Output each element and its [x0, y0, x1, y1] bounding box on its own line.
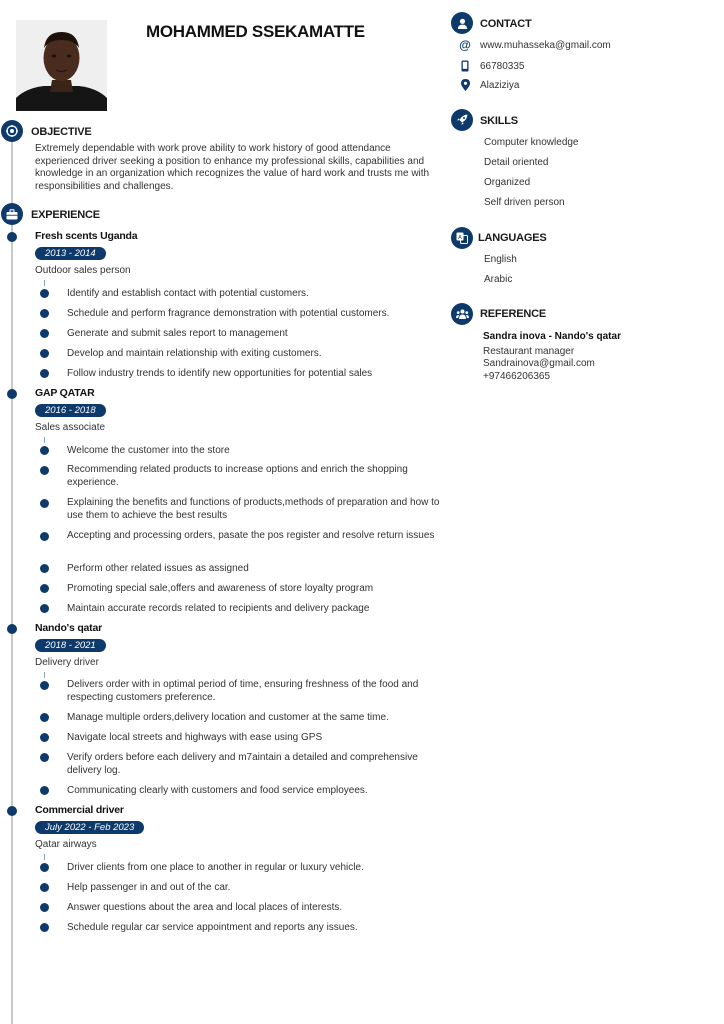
skills-heading: SKILLS [480, 115, 518, 127]
contact-location: Alaziziya [480, 79, 520, 91]
bullet-connector [44, 854, 45, 860]
skill-item: Computer knowledge [484, 137, 579, 148]
job-bullet: Verify orders before each delivery and m7aintain a detailed and comprehensive delivery log. [67, 752, 418, 776]
job-company: Fresh scents Uganda [35, 230, 138, 242]
bullet-dot [40, 349, 49, 358]
phone-icon [458, 59, 472, 73]
job-bullet: Answer questions about the area and local places of interests. [67, 902, 343, 913]
bullet-dot [40, 446, 49, 455]
job-bullet: Maintain accurate records related to recipients and delivery package [67, 603, 370, 614]
bullet-dot [40, 309, 49, 318]
bullet-dot [40, 681, 49, 690]
job-bullet: Delivers order with in optimal period of time, ensuring freshness of the food and respecting customers preference. [67, 679, 419, 703]
bullet-dot [40, 863, 49, 872]
rocket-icon [451, 109, 473, 131]
job-dates: 2018 - 2021 [35, 639, 106, 652]
bullet-dot [40, 923, 49, 932]
candidate-name: MOHAMMED SSEKAMATTE [146, 22, 365, 41]
job-dates: 2013 - 2014 [35, 247, 106, 260]
bullet-dot [40, 604, 49, 613]
job-role: Delivery driver [35, 657, 99, 668]
contact-email-row [458, 38, 611, 52]
job-dates: 2016 - 2018 [35, 404, 106, 417]
job-bullet: Explaining the benefits and functions of products,methods of preparation and how to use them to achieve the best results [67, 497, 440, 521]
languages-heading: LANGUAGES [478, 232, 547, 244]
briefcase-icon [1, 203, 23, 225]
bullet-connector [44, 280, 45, 286]
bullet-dot [40, 532, 49, 541]
job-bullet: Schedule and perform fragrance demonstration with potential customers. [67, 308, 390, 319]
objective-text: Extremely dependable with work prove ability to work history of good attendance experienced driver seeking a position to enhance my professional skills, capabilities and knowledge in an organization which recognizes the value of hard work and trusts me with responsibilities and challenges. [35, 143, 430, 192]
reference-phone: +97466206365 [483, 371, 551, 382]
svg-text:A: A [458, 235, 462, 241]
job-timeline-dot [7, 232, 17, 242]
bullet-dot [40, 289, 49, 298]
experience-heading: EXPERIENCE [31, 209, 100, 221]
bullet-dot [40, 329, 49, 338]
reference-name: Sandra inova - Nando's qatar [483, 331, 621, 342]
profile-photo [16, 20, 107, 111]
job-bullet: Schedule regular car service appointment and reports any issues. [67, 922, 358, 933]
contact-email: www.muhasseka@gmail.com [480, 39, 611, 51]
at-icon: @ [459, 38, 471, 52]
job-bullet: Follow industry trends to identify new opportunities for potential sales [67, 368, 373, 379]
job-company: Nando's qatar [35, 622, 102, 634]
job-role: Outdoor sales person [35, 265, 131, 276]
bullet-dot [40, 466, 49, 475]
reference-position: Restaurant manager [483, 346, 575, 357]
contact-location-row [458, 78, 519, 92]
job-bullet: Recommending related products to increase options and enrich the shopping experience. [67, 464, 408, 488]
job-bullet: Communicating clearly with customers and food service employees. [67, 785, 368, 796]
reference-email: Sandrainova@gmail.com [483, 358, 595, 369]
bullet-dot [40, 883, 49, 892]
contact-phone-row [458, 59, 525, 73]
bullet-connector [44, 437, 45, 443]
person-icon [451, 12, 473, 34]
contact-phone: 66780335 [480, 60, 525, 72]
job-bullet: Help passenger in and out of the car. [67, 882, 231, 893]
job-bullet: Manage multiple orders,delivery location and customer at the same time. [67, 712, 389, 723]
objective-heading: OBJECTIVE [31, 126, 92, 138]
skill-item: Organized [484, 177, 531, 188]
job-bullet: Accepting and processing orders, pasate the pos register and resolve return issues [67, 530, 435, 541]
job-bullet: Promoting special sale,offers and awareness of store loyalty program [67, 583, 374, 594]
job-bullet: Perform other related issues as assigned [67, 563, 249, 574]
bullet-dot [40, 903, 49, 912]
bullet-connector [44, 672, 45, 678]
language-item: English [484, 254, 517, 265]
job-bullet: Develop and maintain relationship with exiting customers. [67, 348, 322, 359]
job-timeline-dot [7, 389, 17, 399]
contact-heading: CONTACT [480, 18, 532, 30]
job-bullet: Welcome the customer into the store [67, 445, 230, 456]
bullet-dot [40, 564, 49, 573]
bullet-dot [40, 753, 49, 762]
job-timeline-dot [7, 624, 17, 634]
target-icon [1, 120, 23, 142]
bullet-dot [40, 713, 49, 722]
skill-item: Self driven person [484, 197, 565, 208]
job-role: Sales associate [35, 422, 106, 433]
people-icon [451, 303, 473, 325]
translate-icon [451, 227, 473, 249]
bullet-dot [40, 786, 49, 795]
job-bullet: Generate and submit sales report to management [67, 328, 288, 339]
timeline-line [11, 140, 13, 1024]
location-pin-icon [458, 78, 472, 92]
bullet-dot [40, 499, 49, 508]
job-bullet: Identify and establish contact with potential customers. [67, 288, 309, 299]
reference-heading: REFERENCE [480, 308, 547, 320]
language-item: Arabic [484, 274, 513, 285]
job-company: Commercial driver [35, 804, 124, 816]
job-role: Qatar airways [35, 839, 97, 850]
bullet-dot [40, 733, 49, 742]
bullet-dot [40, 584, 49, 593]
bullet-dot [40, 369, 49, 378]
job-company: GAP QATAR [35, 387, 95, 399]
job-bullet: Navigate local streets and highways with ease using GPS [67, 732, 323, 743]
job-bullet: Driver clients from one place to another in regular or luxury vehicle. [67, 862, 364, 873]
job-dates: July 2022 - Feb 2023 [35, 821, 144, 834]
skill-item: Detail oriented [484, 157, 549, 168]
job-timeline-dot [7, 806, 17, 816]
